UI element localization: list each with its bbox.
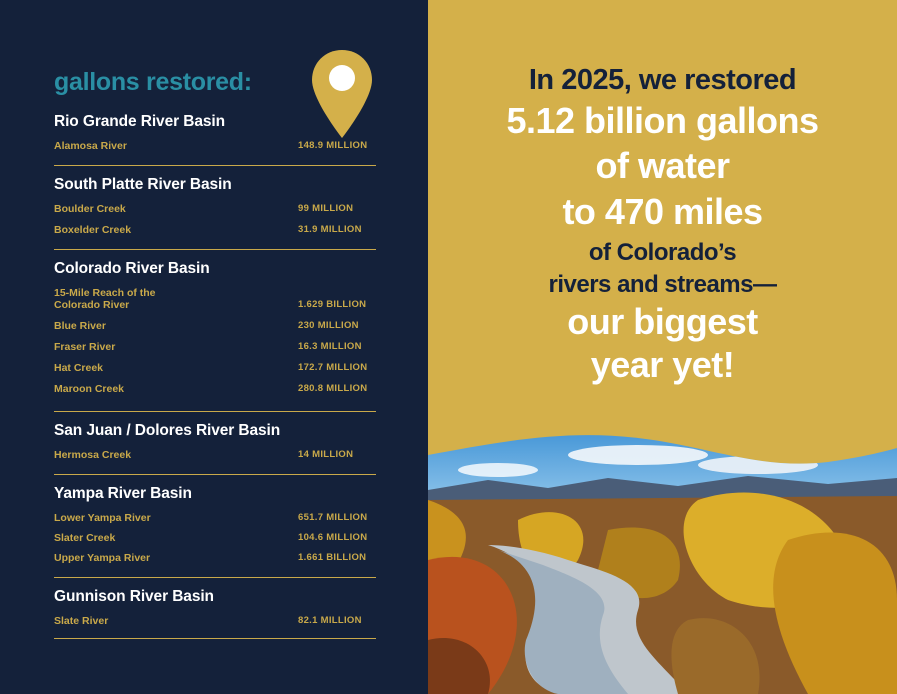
river-amount: 148.9 MILLION (298, 140, 368, 151)
basin-colorado (54, 260, 376, 404)
basin-yampa (54, 485, 376, 573)
basin-rio-grande (54, 113, 376, 161)
basin-title: San Juan / Dolores River Basin (54, 422, 281, 439)
river-name: Fraser River (54, 341, 116, 353)
basin-title: Colorado River Basin (54, 260, 210, 277)
divider (54, 474, 376, 475)
headline-line-5: of Colorado’s (588, 239, 737, 266)
headline-panel (428, 0, 897, 694)
river-name: Upper Yampa River (54, 552, 151, 564)
basin-title: Yampa River Basin (54, 485, 192, 502)
divider (54, 249, 376, 250)
river-name: Boulder Creek (54, 203, 126, 215)
gallons-panel (0, 0, 428, 694)
river-row (54, 383, 376, 395)
headline-line-1: In 2025, we restored (528, 64, 797, 96)
river-row (54, 449, 376, 461)
autumn-river-photo (428, 0, 897, 694)
river-name: Boxelder Creek (54, 224, 132, 236)
basin-title: Rio Grande River Basin (54, 113, 225, 130)
basin-south-platte (54, 176, 376, 245)
river-amount: 1.661 BILLION (298, 552, 367, 563)
divider (54, 165, 376, 166)
headline-line-4: to 470 miles (562, 191, 763, 232)
river-amount: 99 MILLION (298, 203, 354, 214)
river-row (54, 320, 376, 332)
river-name: 15-Mile Reach of the Colorado River (54, 287, 156, 311)
river-name: Alamosa River (54, 140, 127, 152)
river-amount: 82.1 MILLION (298, 615, 362, 626)
river-name: Hermosa Creek (54, 449, 132, 461)
headline-line-3: of water (595, 145, 730, 186)
divider (54, 638, 376, 639)
divider (54, 411, 376, 412)
river-amount: 651.7 MILLION (298, 512, 368, 523)
river-amount: 1.629 BILLION (298, 299, 367, 310)
river-row (54, 552, 376, 564)
river-row (54, 341, 376, 353)
river-row (54, 615, 376, 627)
river-row (54, 224, 376, 236)
headline-line-7: our biggest (567, 301, 758, 342)
river-amount: 230 MILLION (298, 320, 359, 331)
river-amount: 280.8 MILLION (298, 383, 368, 394)
headline-line-2: 5.12 billion gallons (506, 100, 819, 141)
river-row (54, 512, 376, 524)
river-amount: 31.9 MILLION (298, 224, 362, 235)
river-row (54, 287, 376, 311)
river-amount: 16.3 MILLION (298, 341, 362, 352)
river-name: Hat Creek (54, 362, 104, 374)
river-amount: 104.6 MILLION (298, 532, 368, 543)
river-row (54, 203, 376, 215)
river-row (54, 362, 376, 374)
river-row (54, 532, 376, 544)
river-name: Blue River (54, 320, 106, 332)
river-name: Slate River (54, 615, 109, 627)
headline-line-8: year yet! (590, 344, 735, 385)
basin-title: Gunnison River Basin (54, 588, 214, 605)
river-amount: 14 MILLION (298, 449, 354, 460)
basin-title: South Platte River Basin (54, 176, 232, 193)
divider (54, 577, 376, 578)
basin-san-juan-dolores (54, 422, 376, 470)
river-name: Maroon Creek (54, 383, 125, 395)
headline-line-6: rivers and streams— (548, 271, 777, 298)
basin-gunnison (54, 588, 376, 636)
river-name: Lower Yampa River (54, 512, 151, 524)
river-name: Slater Creek (54, 532, 116, 544)
river-amount: 172.7 MILLION (298, 362, 368, 373)
river-row (54, 140, 376, 152)
panel-heading: gallons restored: (54, 68, 252, 96)
